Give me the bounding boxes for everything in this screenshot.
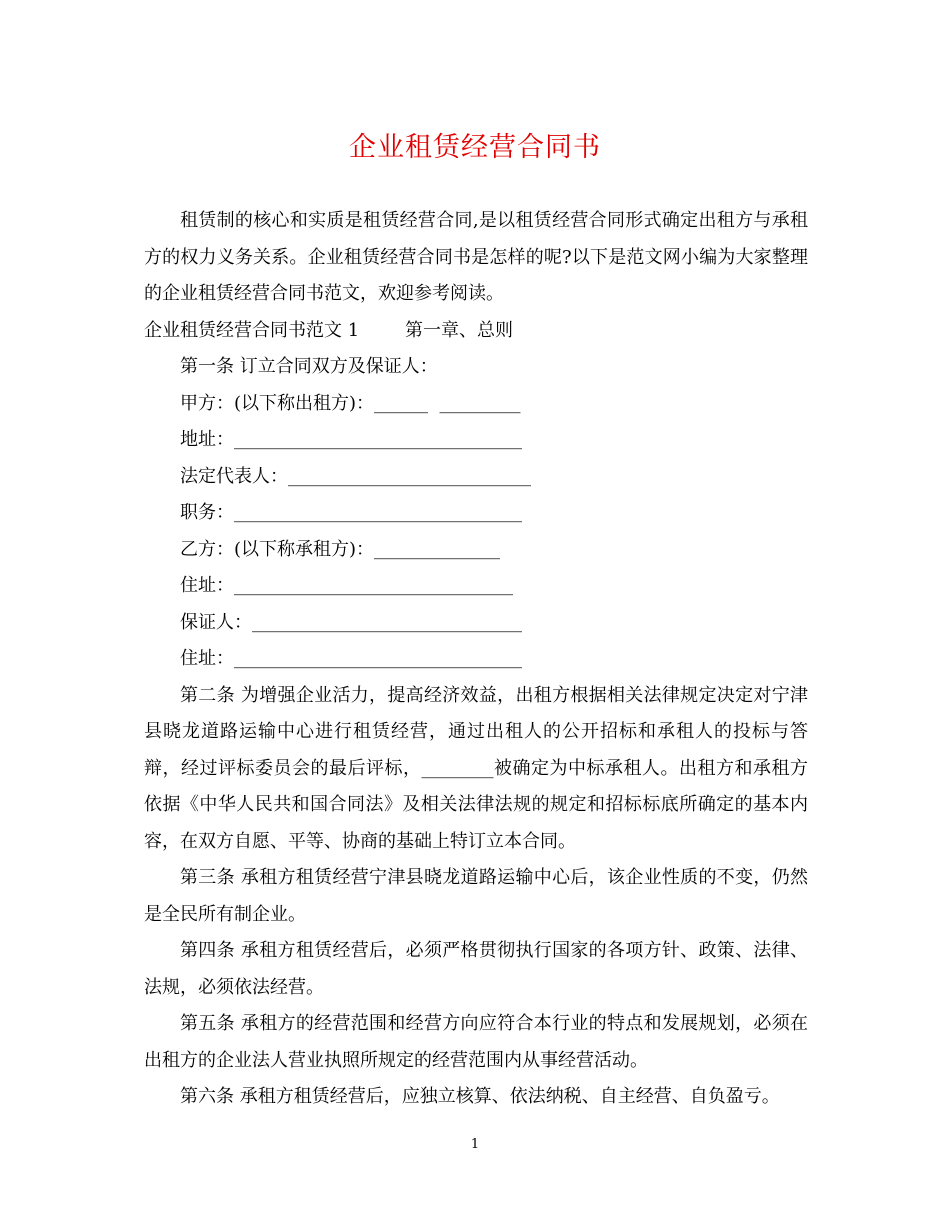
article-4: 第四条 承租方租赁经营后，必须严格贯彻执行国家的各项方针、政策、法律、法规，必须依法经营。 bbox=[144, 940, 808, 998]
document-title: 企业租赁经营合同书 bbox=[349, 132, 601, 163]
intro-paragraph: 租赁制的核心和实质是租赁经营合同,是以租赁经营合同形式确定出租方与承租方的权力义务关系。企业租赁经营合同书是怎样的呢?以下是范文网小编为大家整理的企业租赁经营合同书范文，欢迎参考阅读。 bbox=[144, 210, 808, 304]
section-heading: 企业租赁经营合同书范文 1 第一章、总则 bbox=[144, 319, 513, 341]
address-field: 地址：________________________________ bbox=[180, 429, 522, 450]
residence-field-1: 住址：_______________________________ bbox=[180, 575, 513, 596]
article-6: 第六条 承租方租赁经营后，应独立核算、依法纳税、自主经营、自负盈亏。 bbox=[180, 1086, 780, 1107]
document-body bbox=[144, 203, 808, 1116]
article-1-heading: 第一条 订立合同双方及保证人： bbox=[180, 356, 438, 377]
article-2: 第二条 为增强企业活力，提高经济效益，出租方根据相关法律规定决定对宁津县晓龙道路运输中心进行租赁经营，通过出租人的公开招标和承租人的投标与答辩，经过评标委员会的最后评标，________被确定为中标承租人。出租方和承租方依据《中华人民共和国合同法》及相关法律法规的规定和招标标底所确定的基本内容，在双方自愿、平等、协商的基础上特订立本合同。 bbox=[144, 684, 808, 852]
article-3: 第三条 承租方租赁经营宁津县晓龙道路运输中心后，该企业性质的不变，仍然是全民所有制企业。 bbox=[144, 867, 808, 925]
residence-field-2: 住址：________________________________ bbox=[180, 648, 522, 669]
guarantor-field: 保证人：______________________________ bbox=[180, 611, 522, 633]
legal-representative-field: 法定代表人：___________________________ bbox=[180, 465, 531, 487]
article-5: 第五条 承租方的经营范围和经营方向应符合本行业的特点和发展规划，必须在出租方的企业法人营业执照所规定的经营范围内从事经营活动。 bbox=[144, 1013, 808, 1071]
page-number: 1 bbox=[470, 1137, 480, 1152]
position-field: 职务：________________________________ bbox=[180, 502, 522, 523]
party-b-field: 乙方：(以下称承租方)：______________ bbox=[180, 538, 501, 560]
party-a-field: 甲方：(以下称出租方)：______ _________ bbox=[180, 392, 521, 414]
